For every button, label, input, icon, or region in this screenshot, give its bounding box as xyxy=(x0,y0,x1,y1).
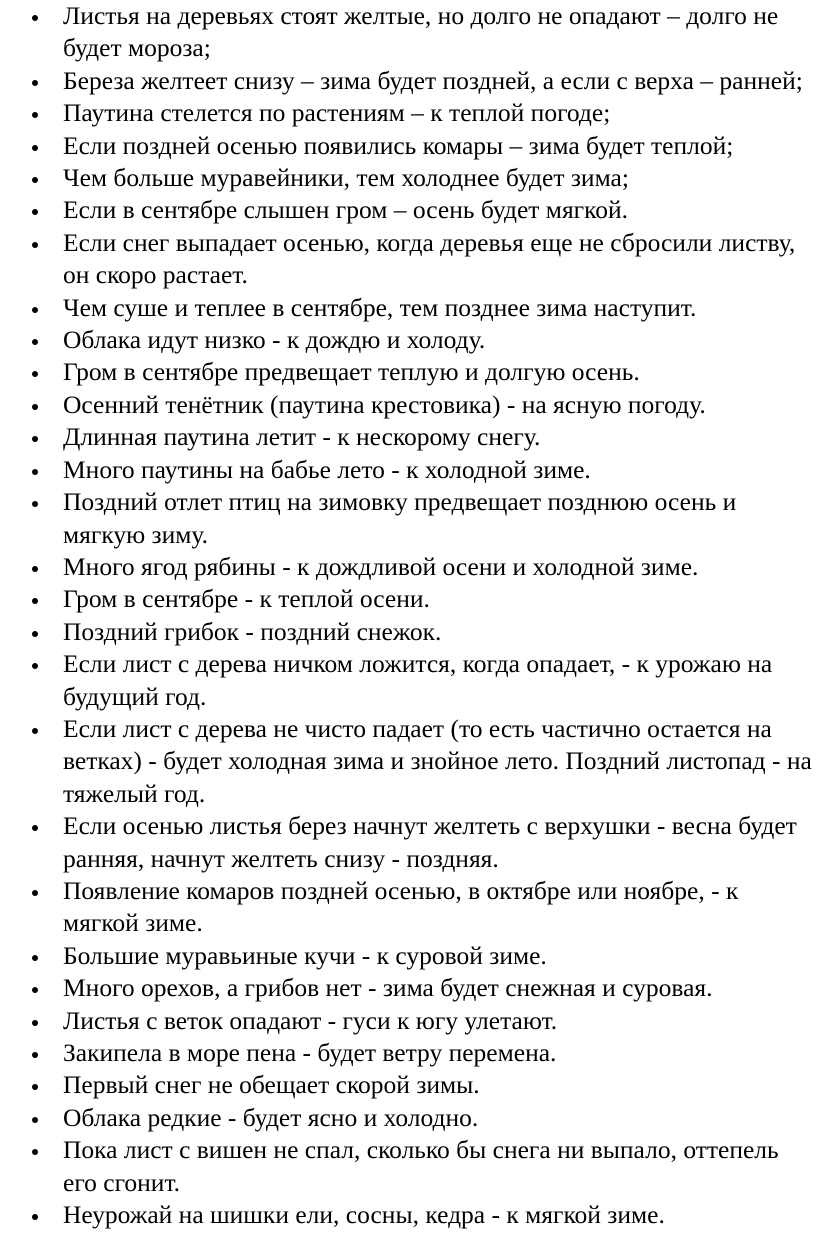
bullet-icon xyxy=(32,1020,38,1026)
bullet-icon xyxy=(32,598,38,604)
list-item-text: Гром в сентябре предвещает теплую и долгую осень. xyxy=(63,357,640,387)
list-item-text: Поздний отлет птиц на зимовку предвещает позднюю осень и мягкую зиму. xyxy=(63,487,737,549)
list-item-text: Листья на деревьях стоят желтые, но долго не опадают – долго не будет мороза; xyxy=(63,1,779,63)
list-item xyxy=(0,0,816,65)
bullet-icon xyxy=(32,469,38,475)
list-item xyxy=(0,1199,816,1231)
list-item-text: Если лист с дерева не чисто падает (то есть частично остается на ветках) - будет холодная зима и знойное лето. Поздний листопад - на тяжелый год. xyxy=(63,713,812,808)
bullet-icon xyxy=(32,177,38,183)
bullet-icon xyxy=(32,307,38,313)
list-item xyxy=(0,583,816,615)
list-item-text: Появление комаров поздней осенью, в октябре или ноябре, - к мягкой зиме. xyxy=(63,875,739,938)
list-item-text: Длинная паутина летит - к нескорому снегу. xyxy=(63,422,541,452)
list-item xyxy=(0,1102,816,1134)
list-item xyxy=(0,972,816,1004)
bullet-icon xyxy=(32,15,38,21)
list-item-text: Неурожай на шишки ели, сосны, кедра - к мягкой зиме. xyxy=(63,1200,665,1230)
bullet-icon xyxy=(32,1214,38,1220)
list-item xyxy=(0,810,816,875)
bullet-icon xyxy=(32,339,38,345)
bullet-icon xyxy=(32,80,38,86)
list-item xyxy=(0,551,816,583)
bullet-icon xyxy=(32,1084,38,1090)
list-item xyxy=(0,356,816,388)
list-item-text: Много ягод рябины - к дождливой осени и холодной зиме. xyxy=(63,551,699,581)
bullet-icon xyxy=(32,436,38,442)
list-item xyxy=(0,97,816,129)
list-item-text: Облака идут низко - к дождю и холоду. xyxy=(63,325,486,355)
list-item-text: Листья с веток опадают - гуси к югу улетают. xyxy=(63,1005,558,1035)
list-item xyxy=(0,130,816,162)
list-item-text: Береза желтеет снизу – зима будет поздней, а если с верха – ранней; xyxy=(63,65,803,95)
list-item xyxy=(0,389,816,421)
list-item xyxy=(0,324,816,356)
list-item xyxy=(0,940,816,972)
list-item-text: Если лист с дерева ничком ложится, когда опадает, - к урожаю на будущий год. xyxy=(63,649,773,711)
list-item xyxy=(0,454,816,486)
bullet-icon xyxy=(32,955,38,961)
list-item-text: Пока лист с вишен не спал, сколько бы снега ни выпало, оттепель его сгонит. xyxy=(63,1135,779,1197)
list-item-text: Закипела в море пена - будет ветру перемена. xyxy=(63,1038,557,1067)
list-item xyxy=(0,292,816,324)
list-item xyxy=(0,162,816,194)
list-item-text: Если осенью листья берез начнут желтеть с верхушки - весна будет ранняя, начнут желтеть снизу - поздняя. xyxy=(63,811,797,873)
list-item-text: Облака редкие - будет ясно и холодно. xyxy=(63,1102,479,1132)
list-item-text: Если поздней осенью появились комары – зима будет теплой; xyxy=(63,130,734,160)
list-item-text: Гром в сентябре - к теплой осени. xyxy=(63,584,430,614)
bullet-icon xyxy=(32,501,38,507)
bullet-icon xyxy=(32,566,38,572)
bullet-icon xyxy=(32,242,38,248)
list-item-text: Если в сентябре слышен гром – осень будет мягкой. xyxy=(63,195,628,225)
list-item-text: Чем суше и теплее в сентябре, тем позднее зима наступит. xyxy=(63,292,697,322)
list-item xyxy=(0,648,816,713)
bullet-icon xyxy=(32,728,38,734)
list-item xyxy=(0,713,816,810)
bullet-icon xyxy=(32,987,38,993)
list-item xyxy=(0,486,816,551)
list-item-text: Много орехов, а грибов нет - зима будет снежная и суровая. xyxy=(63,973,713,1003)
bullet-icon xyxy=(32,1149,38,1155)
list-item-text: Если снег выпадает осенью, когда деревья еще не сбросили листву, он скоро растает. xyxy=(63,227,796,290)
bullet-icon xyxy=(32,371,38,377)
bullet-icon xyxy=(32,663,38,669)
bullet-icon xyxy=(32,1052,38,1058)
bullet-icon xyxy=(32,890,38,896)
list-item xyxy=(0,1037,816,1069)
bullet-icon xyxy=(32,825,38,831)
list-item xyxy=(0,875,816,940)
list-item-text: Большие муравьиные кучи - к суровой зиме. xyxy=(63,940,547,970)
bullet-icon xyxy=(32,404,38,410)
list-item-text: Поздний грибок - поздний снежок. xyxy=(63,616,442,646)
list-item xyxy=(0,65,816,97)
bullet-icon xyxy=(32,1117,38,1123)
list-item xyxy=(0,421,816,453)
list-item-text: Осенний тенётник (паутина крестовика) - на ясную погоду. xyxy=(63,389,706,419)
list-item xyxy=(0,227,816,292)
list-item-text: Чем больше муравейники, тем холоднее будет зима; xyxy=(63,163,629,193)
bullet-icon xyxy=(32,145,38,151)
bullet-icon xyxy=(32,631,38,637)
list-item xyxy=(0,194,816,226)
list-item xyxy=(0,1005,816,1037)
list-item-text: Много паутины на бабье лето - к холодной зиме. xyxy=(63,454,591,484)
list-item-text: Паутина стелется по растениям – к теплой погоде; xyxy=(63,98,611,128)
list-item xyxy=(0,1134,816,1199)
list-item-text: Первый снег не обещает скорой зимы. xyxy=(63,1070,480,1100)
bullet-icon xyxy=(32,209,38,215)
bullet-icon xyxy=(32,112,38,118)
list-item xyxy=(0,616,816,648)
list-item xyxy=(0,1069,816,1101)
